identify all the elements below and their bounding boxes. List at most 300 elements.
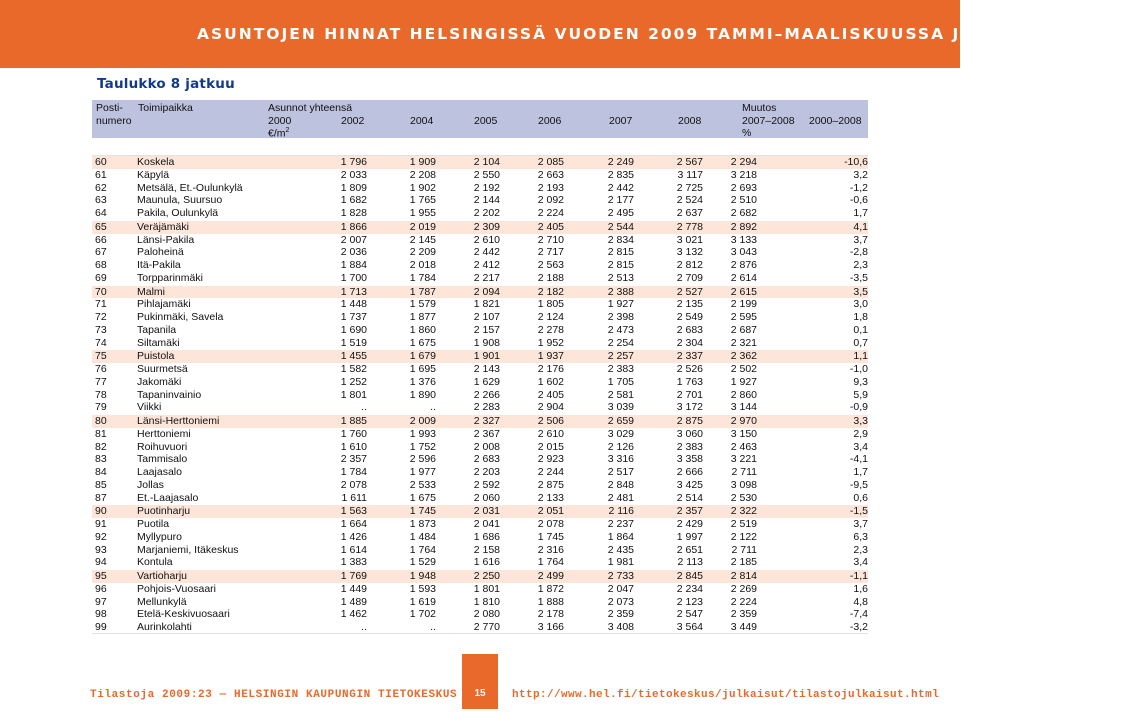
change-2007-2008-cell: 3,4 bbox=[853, 556, 868, 569]
postal-code-cell: 65 bbox=[92, 220, 134, 233]
price-cell-2000: 2 007 bbox=[340, 233, 367, 246]
table-row bbox=[92, 259, 868, 272]
header-year-2008: 2008 bbox=[678, 115, 702, 127]
header-year-2000: 2000 bbox=[268, 115, 292, 127]
change-2007-2008-cell: 1,7 bbox=[853, 466, 868, 478]
price-cell-2007: 2 514 bbox=[676, 491, 703, 504]
price-cell-2005: 1 805 bbox=[537, 298, 564, 311]
price-cell-2007: 1 763 bbox=[676, 375, 703, 388]
table-row bbox=[92, 505, 868, 518]
price-cell-2004: 2 592 bbox=[473, 478, 500, 491]
price-cell-2004: 2 367 bbox=[473, 427, 500, 440]
price-cell-2007: 2 135 bbox=[676, 298, 703, 311]
price-cell-2005: 2 178 bbox=[537, 608, 564, 621]
price-cell-2006: 3 039 bbox=[607, 401, 634, 414]
price-cell-2007: 2 429 bbox=[676, 518, 703, 530]
district-name-cell: Myllypuro bbox=[137, 530, 182, 543]
price-cell-2000: 1 713 bbox=[298, 285, 367, 298]
price-cell-2008: 2 682 bbox=[730, 207, 757, 219]
change-2007-2008-cell: 0,1 bbox=[853, 323, 868, 336]
change-2007-2008-cell: -3,5 bbox=[849, 271, 868, 284]
price-cell-2004: 2 094 bbox=[436, 285, 500, 298]
change-2007-2008-cell: -3,2 bbox=[849, 621, 868, 633]
price-cell-2005: 2 499 bbox=[500, 570, 564, 583]
change-2007-2008-cell: -4,1 bbox=[849, 453, 868, 466]
header-percent: % bbox=[742, 127, 752, 139]
price-cell-2007: 2 113 bbox=[677, 556, 703, 569]
price-cell-2004: 2 283 bbox=[473, 401, 500, 414]
footer-page-number: 15 bbox=[474, 688, 486, 699]
price-cell-2008: 2 530 bbox=[730, 491, 757, 504]
price-cell-2004: 2 327 bbox=[436, 415, 500, 428]
price-cell-2005: 1 602 bbox=[537, 375, 564, 388]
price-cell-2004: 2 309 bbox=[436, 220, 500, 233]
district-name-cell: Veräjämäki bbox=[134, 220, 264, 233]
change-2007-2008-cell: 1,1 bbox=[757, 350, 868, 363]
postal-code-cell: 75 bbox=[92, 350, 134, 363]
district-name-cell: Torpparinmäki bbox=[137, 271, 203, 284]
price-cell-2008: 2 502 bbox=[730, 363, 757, 375]
district-name-cell: Puotila bbox=[137, 518, 170, 530]
table-row bbox=[92, 207, 868, 220]
price-cell-2006: 2 834 bbox=[607, 233, 634, 246]
price-cell-2005: 2 405 bbox=[500, 220, 564, 233]
price-cell-2004: 2 104 bbox=[436, 156, 500, 169]
table-body bbox=[92, 156, 868, 634]
price-cell-2002: 1 745 bbox=[367, 505, 436, 518]
price-cell-2006: 2 073 bbox=[607, 595, 634, 608]
price-cell-2005: 2 193 bbox=[537, 181, 564, 194]
district-name-cell: Herttoniemi bbox=[137, 427, 191, 440]
price-cell-2006: 2 398 bbox=[607, 311, 634, 323]
price-cell-2005: 1 745 bbox=[537, 530, 564, 543]
postal-code-cell: 80 bbox=[92, 415, 134, 428]
table-header bbox=[92, 100, 868, 138]
price-cell-2008: 2 814 bbox=[703, 570, 757, 583]
price-cell-2004: 2 107 bbox=[473, 311, 500, 323]
change-2007-2008-cell: 3,5 bbox=[757, 285, 868, 298]
header-year-2007: 2007 bbox=[609, 115, 633, 127]
price-cell-2005: 2 875 bbox=[537, 478, 564, 491]
price-cell-2002: 1 977 bbox=[409, 466, 436, 478]
postal-code-cell: 82 bbox=[95, 440, 107, 453]
price-cell-2008: 2 687 bbox=[730, 323, 757, 336]
price-cell-2006: 2 835 bbox=[607, 168, 634, 181]
price-cell-2002: 1 484 bbox=[409, 530, 436, 543]
price-cell-2000: 1 737 bbox=[340, 311, 367, 323]
price-cell-2007: 3 425 bbox=[676, 478, 703, 491]
district-name-cell: Koskela bbox=[134, 156, 264, 169]
change-2007-2008-cell: 4,8 bbox=[853, 595, 868, 608]
price-cell-2006: 2 435 bbox=[607, 543, 634, 556]
change-2007-2008-cell: 1,8 bbox=[853, 311, 868, 323]
table-row bbox=[92, 194, 868, 207]
table-row bbox=[92, 363, 868, 376]
price-cell-2004: 1 686 bbox=[473, 530, 500, 543]
district-name-cell: Pakila, Oulunkylä bbox=[137, 207, 219, 219]
price-cell-2000: .. bbox=[361, 401, 367, 414]
price-cell-2004: 2 080 bbox=[473, 608, 500, 621]
price-cell-2004: 2 158 bbox=[473, 543, 500, 556]
price-cell-2004: 2 683 bbox=[473, 453, 500, 466]
price-cell-2005: 2 923 bbox=[537, 453, 564, 466]
table-row bbox=[92, 337, 868, 350]
postal-code-cell: 74 bbox=[95, 336, 107, 349]
district-name-cell: Tammisalo bbox=[137, 453, 188, 466]
price-cell-2004: 2 770 bbox=[473, 621, 500, 633]
price-cell-2005: 2 224 bbox=[537, 207, 564, 219]
header-posti: Posti- bbox=[96, 102, 123, 114]
table-row bbox=[92, 441, 868, 454]
table-row bbox=[92, 453, 868, 466]
price-cell-2005: 2 092 bbox=[537, 194, 564, 207]
table-row bbox=[92, 401, 868, 414]
price-cell-2002: 1 619 bbox=[409, 595, 436, 608]
change-2007-2008-cell: -0,9 bbox=[849, 401, 868, 414]
price-cell-2007: 1 997 bbox=[676, 530, 703, 543]
price-cell-2007: 3 564 bbox=[676, 621, 703, 633]
price-cell-2000: 1 796 bbox=[298, 156, 367, 169]
postal-code-cell: 73 bbox=[95, 323, 107, 336]
price-cell-2007: 2 683 bbox=[676, 323, 703, 336]
price-cell-2006: 1 705 bbox=[607, 375, 634, 388]
price-cell-2006: 2 254 bbox=[607, 336, 634, 349]
price-cell-2007: 2 304 bbox=[676, 336, 703, 349]
district-name-cell: Tapaninvainio bbox=[137, 388, 202, 401]
price-cell-2000: 2 357 bbox=[340, 453, 367, 466]
price-cell-2007: 2 527 bbox=[634, 285, 703, 298]
district-name-cell: Länsi-Pakila bbox=[137, 233, 195, 246]
change-2007-2008-cell: 1,7 bbox=[853, 207, 868, 219]
price-cell-2000: 1 519 bbox=[340, 336, 367, 349]
district-name-cell: Malmi bbox=[134, 285, 264, 298]
district-name-cell: Pukinmäki, Savela bbox=[137, 311, 224, 323]
price-cell-2008: 2 463 bbox=[730, 440, 757, 453]
postal-code-cell: 94 bbox=[95, 556, 107, 569]
change-2007-2008-cell: 3,4 bbox=[853, 440, 868, 453]
price-cell-2000: 1 828 bbox=[340, 207, 367, 219]
price-cell-2000: .. bbox=[361, 621, 367, 633]
price-cell-2000: 1 885 bbox=[298, 415, 367, 428]
change-2007-2008-cell: 2,3 bbox=[853, 259, 868, 271]
header-year-2005: 2005 bbox=[474, 115, 498, 127]
postal-code-cell: 93 bbox=[95, 543, 107, 556]
price-cell-2002: 2 009 bbox=[367, 415, 436, 428]
price-cell-2008: 2 595 bbox=[730, 311, 757, 323]
price-cell-2006: 3 029 bbox=[607, 427, 634, 440]
price-cell-2000: 1 884 bbox=[340, 259, 367, 271]
price-cell-2005: 1 937 bbox=[500, 350, 564, 363]
price-cell-2004: 2 250 bbox=[436, 570, 500, 583]
price-cell-2006: 1 864 bbox=[607, 530, 634, 543]
price-cell-2006: 2 126 bbox=[607, 440, 634, 453]
district-name-cell: Tapanila bbox=[137, 323, 177, 336]
district-name-cell: Suurmetsä bbox=[137, 363, 188, 375]
price-cell-2008: 2 362 bbox=[703, 350, 757, 363]
price-cell-2002: 1 529 bbox=[409, 556, 436, 569]
table-row bbox=[92, 556, 868, 569]
price-cell-2005: 2 663 bbox=[537, 168, 564, 181]
price-cell-2005: 2 506 bbox=[500, 415, 564, 428]
price-cell-2002: 1 593 bbox=[409, 582, 436, 595]
price-cell-2002: 1 376 bbox=[409, 375, 436, 388]
district-name-cell: Roihuvuori bbox=[137, 440, 188, 453]
price-cell-2004: 2 031 bbox=[436, 505, 500, 518]
price-cell-2008: 2 122 bbox=[730, 530, 757, 543]
price-cell-2005: 2 563 bbox=[537, 259, 564, 271]
banner-title: ASUNTOJEN HINNAT HELSINGISSÄ VUODEN 2009 TAMMI–MAALISKUUSSA JA VUONNA 2008 bbox=[197, 25, 1128, 43]
price-cell-2005: 2 051 bbox=[500, 505, 564, 518]
price-cell-2006: 2 177 bbox=[607, 194, 634, 207]
price-cell-2002: 1 679 bbox=[367, 350, 436, 363]
table-row bbox=[92, 570, 868, 583]
change-2007-2008-cell: 1,6 bbox=[853, 582, 868, 595]
change-2007-2008-cell: 2,3 bbox=[853, 543, 868, 556]
price-cell-2007: 3 021 bbox=[676, 233, 703, 246]
price-cell-2005: 1 872 bbox=[537, 582, 564, 595]
price-cell-2004: 2 157 bbox=[473, 323, 500, 336]
postal-code-cell: 64 bbox=[95, 207, 107, 219]
price-cell-2002: 2 145 bbox=[409, 233, 436, 246]
price-cell-2004: 1 810 bbox=[473, 595, 500, 608]
table-row bbox=[92, 350, 868, 363]
change-2007-2008-cell: -0,6 bbox=[849, 194, 868, 207]
price-cell-2002: 2 596 bbox=[409, 453, 436, 466]
price-cell-2008: 2 294 bbox=[703, 156, 757, 169]
price-cell-2007: 2 524 bbox=[676, 194, 703, 207]
price-cell-2005: 2 015 bbox=[537, 440, 564, 453]
price-cell-2007: 2 526 bbox=[676, 363, 703, 375]
price-cell-2008: 2 614 bbox=[730, 271, 757, 284]
district-name-cell: Jakomäki bbox=[137, 375, 182, 388]
price-cell-2002: 2 019 bbox=[367, 220, 436, 233]
price-cell-2007: 2 123 bbox=[676, 595, 703, 608]
price-cell-2000: 1 610 bbox=[340, 440, 367, 453]
price-cell-2000: 1 383 bbox=[340, 556, 367, 569]
district-name-cell: Laajasalo bbox=[137, 466, 182, 478]
price-cell-2008: 3 098 bbox=[730, 478, 757, 491]
price-cell-2000: 1 462 bbox=[340, 608, 367, 621]
change-2007-2008-cell: 0,7 bbox=[853, 336, 868, 349]
district-name-cell: Viikki bbox=[137, 401, 162, 414]
price-cell-2005: 2 278 bbox=[537, 323, 564, 336]
footer-publication: Tilastoja 2009:23 — HELSINGIN KAUPUNGIN TIETOKESKUS bbox=[90, 689, 458, 701]
price-cell-2005: 2 085 bbox=[500, 156, 564, 169]
price-cell-2004: 1 801 bbox=[473, 582, 500, 595]
district-name-cell: Et.-Laajasalo bbox=[137, 491, 199, 504]
price-cell-2002: 1 784 bbox=[409, 271, 436, 284]
change-2007-2008-cell: -9,5 bbox=[849, 478, 868, 491]
price-cell-2006: 2 495 bbox=[607, 207, 634, 219]
price-cell-2000: 1 809 bbox=[340, 181, 367, 194]
price-cell-2004: 2 202 bbox=[473, 207, 500, 219]
footer-url-link[interactable]: http://www.hel.fi/tietokeskus/julkaisut/tilastojulkaisut.html bbox=[512, 689, 940, 701]
price-cell-2006: 2 257 bbox=[564, 350, 634, 363]
table-row bbox=[92, 156, 868, 169]
price-cell-2008: 2 269 bbox=[730, 582, 757, 595]
district-name-cell: Marjaniemi, Itäkeskus bbox=[137, 543, 239, 556]
price-cell-2006: 2 249 bbox=[564, 156, 634, 169]
price-cell-2002: 1 764 bbox=[409, 543, 436, 556]
price-cell-2005: 1 764 bbox=[537, 556, 564, 569]
change-2007-2008-cell: -1,0 bbox=[849, 363, 868, 375]
district-name-cell: Mellunkylä bbox=[137, 595, 187, 608]
change-2007-2008-cell: 3,0 bbox=[853, 298, 868, 311]
header-toimipaikka: Toimipaikka bbox=[138, 102, 193, 114]
price-cell-2005: 2 904 bbox=[537, 401, 564, 414]
price-cell-2008: 2 615 bbox=[703, 285, 757, 298]
change-2007-2008-cell: 3,7 bbox=[853, 233, 868, 246]
price-cell-2002: 1 948 bbox=[367, 570, 436, 583]
price-cell-2004: 2 610 bbox=[473, 233, 500, 246]
price-cell-2000: 1 784 bbox=[340, 466, 367, 478]
price-cell-2006: 2 047 bbox=[607, 582, 634, 595]
district-name-cell: Metsälä, Et.-Oulunkylä bbox=[137, 181, 243, 194]
district-name-cell: Kontula bbox=[137, 556, 173, 569]
postal-code-cell: 90 bbox=[92, 505, 134, 518]
price-cell-2006: 2 442 bbox=[607, 181, 634, 194]
table-row bbox=[92, 389, 868, 402]
postal-code-cell: 81 bbox=[95, 427, 107, 440]
price-cell-2008: 2 860 bbox=[730, 388, 757, 401]
price-cell-2008: 3 150 bbox=[730, 427, 757, 440]
price-cell-2008: 2 519 bbox=[730, 518, 757, 530]
district-name-cell: Vartioharju bbox=[134, 570, 264, 583]
price-cell-2006: 2 116 bbox=[564, 505, 634, 518]
page-banner bbox=[0, 0, 1128, 68]
price-cell-2008: 2 970 bbox=[703, 415, 757, 428]
price-cell-2004: 2 550 bbox=[473, 168, 500, 181]
price-cell-2008: 2 892 bbox=[703, 220, 757, 233]
price-cell-2007: 2 651 bbox=[676, 543, 703, 556]
change-2007-2008-cell: -1,2 bbox=[849, 181, 868, 194]
table-row bbox=[92, 324, 868, 337]
district-name-cell: Pohjois-Vuosaari bbox=[137, 582, 216, 595]
price-cell-2002: 1 993 bbox=[409, 427, 436, 440]
price-cell-2002: 1 702 bbox=[409, 608, 436, 621]
table-row bbox=[92, 285, 868, 298]
price-cell-2006: 2 659 bbox=[564, 415, 634, 428]
price-cell-2004: 2 008 bbox=[473, 440, 500, 453]
header-unit: $€/m^2$ bbox=[268, 127, 290, 140]
price-cell-2008: 3 449 bbox=[730, 621, 757, 633]
price-cell-2007: 2 637 bbox=[676, 207, 703, 219]
table-row bbox=[92, 608, 868, 621]
postal-code-cell: 95 bbox=[92, 570, 134, 583]
price-cell-2000: 1 866 bbox=[298, 220, 367, 233]
price-cell-2007: 2 357 bbox=[634, 505, 703, 518]
change-2007-2008-cell: -1,5 bbox=[757, 505, 868, 518]
postal-code-cell: 60 bbox=[92, 156, 134, 169]
postal-code-cell: 83 bbox=[95, 453, 107, 466]
price-cell-2002: 1 787 bbox=[367, 285, 436, 298]
change-2007-2008-cell: 5,9 bbox=[853, 388, 868, 401]
price-cell-2004: 2 412 bbox=[473, 259, 500, 271]
price-cell-2006: 2 733 bbox=[564, 570, 634, 583]
header-numero: numero bbox=[96, 115, 132, 127]
price-cell-2004: 2 144 bbox=[473, 194, 500, 207]
table-row bbox=[92, 311, 868, 324]
postal-code-cell: 92 bbox=[95, 530, 107, 543]
price-cell-2007: 3 132 bbox=[676, 246, 703, 259]
price-cell-2000: 1 563 bbox=[298, 505, 367, 518]
district-name-cell: Maunula, Suursuo bbox=[137, 194, 223, 207]
postal-code-cell: 71 bbox=[95, 298, 107, 311]
price-cell-2002: 1 675 bbox=[409, 336, 436, 349]
price-cell-2002: 1 873 bbox=[409, 518, 436, 530]
postal-code-cell: 91 bbox=[95, 518, 107, 530]
price-cell-2006: 3 316 bbox=[607, 453, 634, 466]
change-2007-2008-cell: -10,6 bbox=[757, 156, 868, 169]
price-cell-2008: 3 144 bbox=[730, 401, 757, 414]
postal-code-cell: 62 bbox=[95, 181, 107, 194]
price-cell-2005: 1 952 bbox=[537, 336, 564, 349]
price-cell-2005: 3 166 bbox=[537, 621, 564, 633]
price-cell-2005: 2 176 bbox=[537, 363, 564, 375]
price-cell-2000: 1 801 bbox=[340, 388, 367, 401]
change-2007-2008-cell: 9,3 bbox=[853, 375, 868, 388]
postal-code-cell: 76 bbox=[95, 363, 107, 375]
price-cell-2005: 2 710 bbox=[537, 233, 564, 246]
price-cell-2002: 1 955 bbox=[409, 207, 436, 219]
postal-code-cell: 69 bbox=[95, 271, 107, 284]
price-cell-2002: .. bbox=[430, 621, 436, 633]
price-cell-2000: 1 449 bbox=[340, 582, 367, 595]
postal-code-cell: 77 bbox=[95, 375, 107, 388]
table-row bbox=[92, 376, 868, 389]
footer-page-box bbox=[462, 654, 498, 709]
price-cell-2002: 2 208 bbox=[409, 168, 436, 181]
table-row bbox=[92, 596, 868, 609]
price-cell-2008: 2 359 bbox=[730, 608, 757, 621]
price-cell-2008: 2 321 bbox=[730, 336, 757, 349]
price-cell-2007: 2 337 bbox=[634, 350, 703, 363]
header-year-2002: 2002 bbox=[341, 115, 365, 127]
price-cell-2006: 2 517 bbox=[607, 466, 634, 478]
price-cell-2008: 3 218 bbox=[730, 168, 757, 181]
postal-code-cell: 85 bbox=[95, 478, 107, 491]
table-row bbox=[92, 272, 868, 285]
table-title: Taulukko 8 jatkuu bbox=[97, 76, 235, 92]
header-range-2007-2008: 2007–2008 bbox=[742, 115, 795, 127]
price-cell-2002: 1 765 bbox=[409, 194, 436, 207]
price-cell-2002: 1 860 bbox=[409, 323, 436, 336]
district-name-cell: Pihlajamäki bbox=[137, 298, 191, 311]
price-cell-2007: 2 812 bbox=[676, 259, 703, 271]
price-cell-2004: 2 442 bbox=[473, 246, 500, 259]
change-2007-2008-cell: 2,9 bbox=[853, 427, 868, 440]
table-row bbox=[92, 531, 868, 544]
price-cell-2004: 2 266 bbox=[473, 388, 500, 401]
price-cell-2005: 2 316 bbox=[537, 543, 564, 556]
change-2007-2008-cell: -2,8 bbox=[849, 246, 868, 259]
price-cell-2004: 2 192 bbox=[473, 181, 500, 194]
price-cell-2006: 2 388 bbox=[564, 285, 634, 298]
price-cell-2004: 2 060 bbox=[473, 491, 500, 504]
header-muutos: Muutos bbox=[742, 102, 777, 114]
postal-code-cell: 84 bbox=[95, 466, 107, 478]
price-cell-2005: 2 717 bbox=[537, 246, 564, 259]
price-cell-2007: 2 778 bbox=[634, 220, 703, 233]
price-cell-2002: 2 533 bbox=[409, 478, 436, 491]
table-row bbox=[92, 479, 868, 492]
price-table bbox=[92, 156, 868, 634]
price-cell-2000: 1 448 bbox=[340, 298, 367, 311]
price-cell-2000: 1 252 bbox=[340, 375, 367, 388]
price-cell-2002: 1 579 bbox=[409, 298, 436, 311]
price-cell-2002: 2 209 bbox=[409, 246, 436, 259]
price-cell-2006: 2 359 bbox=[607, 608, 634, 621]
